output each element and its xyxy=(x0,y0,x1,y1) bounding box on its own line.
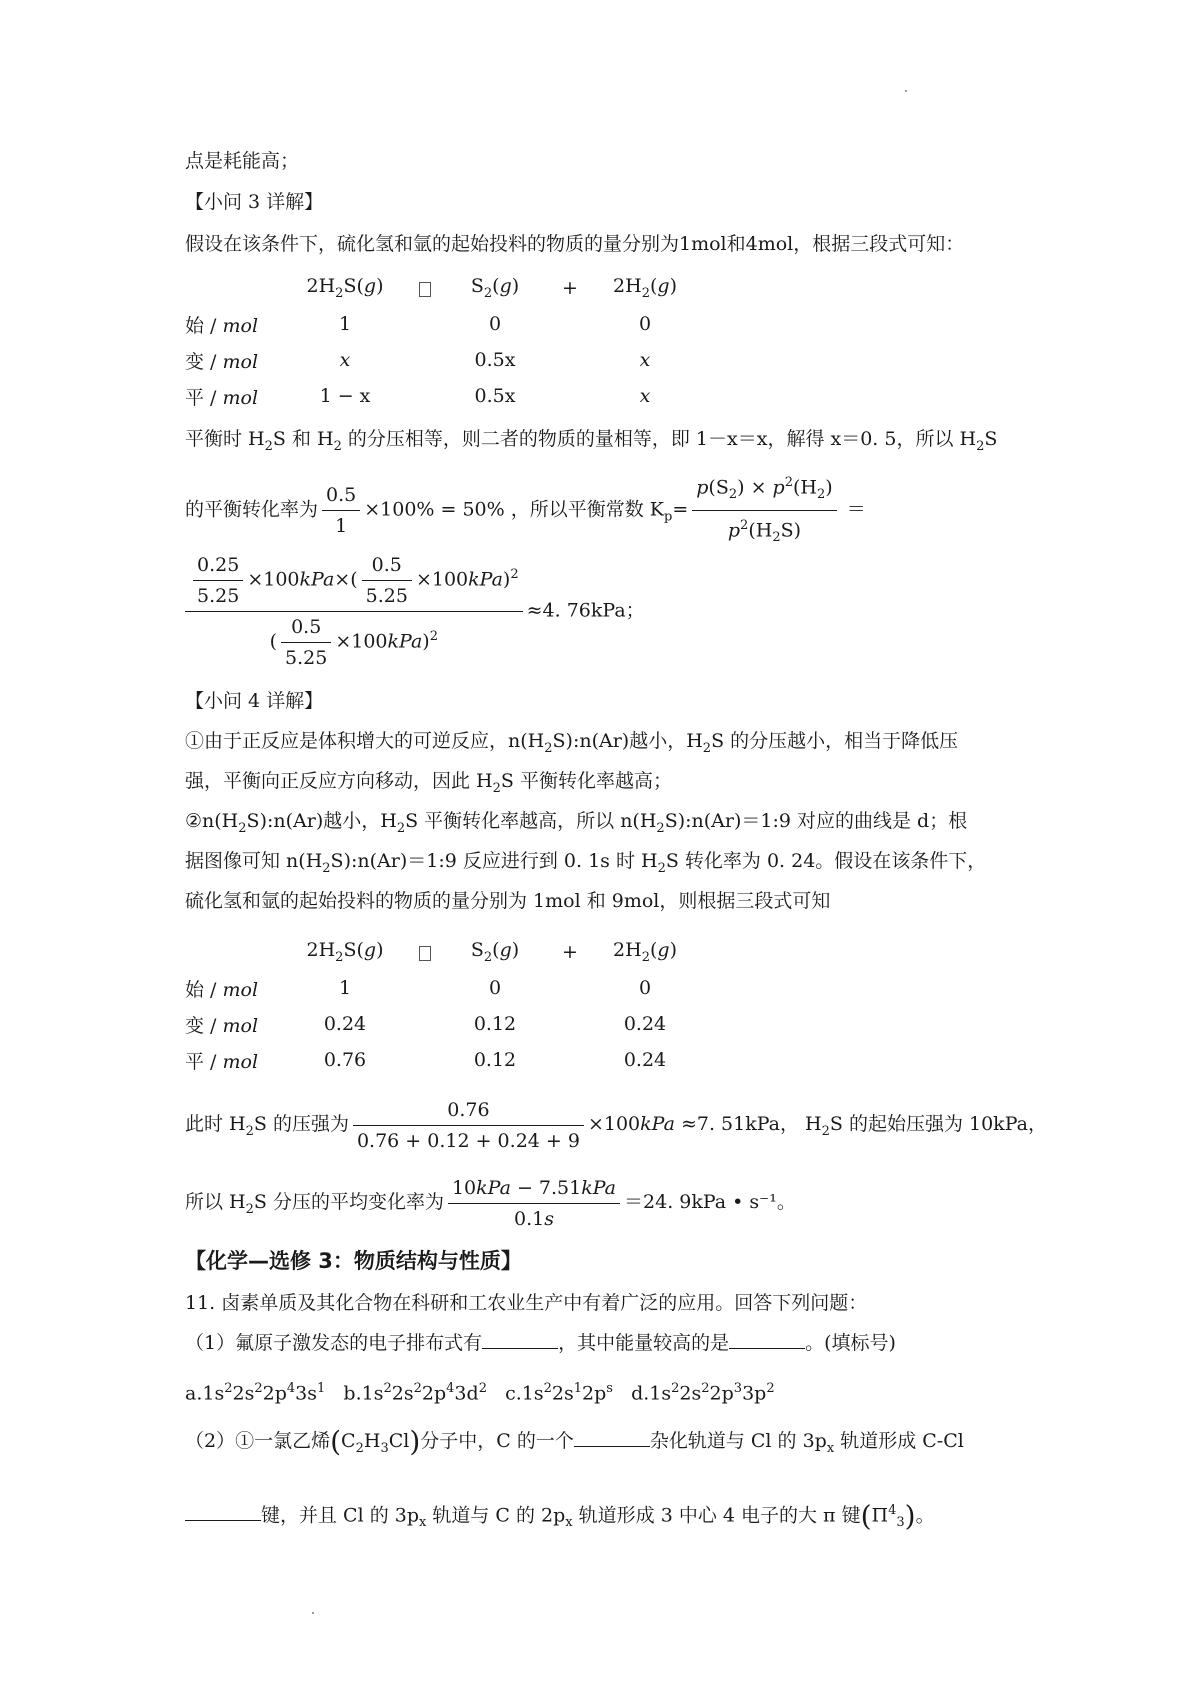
section-heading-q3: 【小问 3 详解】 xyxy=(185,191,324,213)
table-row: 变 / mol x 0.5x x xyxy=(185,349,651,373)
text-line: 强，平衡向正反应方向移动，因此 $H_2S$ 平衡转化率越高； xyxy=(185,770,672,796)
table-row: 始 / mol 1 0 0 xyxy=(185,313,652,337)
formula-line: 所以 $H_2S$ 分压的平均变化率为 $\frac{\text{10kPa − 7.51kPa}}{0.1s}$ ＝24. 9kPa • s⁻¹。 xyxy=(185,1176,796,1230)
formula-line: 的平衡转化率为 $\frac{0.5}{1}$ ×100% = 50% ，所以平衡常数 $K_p=$ $\frac{p(S_2) \times p^2(H_2)}{p^2(H_2S)}$ ＝ xyxy=(185,470,866,551)
question-11: 11. 卤素单质及其化合物在科研和工农业生产中有着广泛的应用。回答下列问题： xyxy=(185,1292,868,1314)
section-title: 【化学—选修 3：物质结构与性质】 xyxy=(185,1249,522,1273)
kp-formula: $\frac{0.25}{5.25}$ ×100kPa×( $\frac{0.5}{5.25}$ ×100kPa)$^2$ ( $\frac{0.5}{5.25}$ ×100kPa)$^2$ ≈4. 76kPa； xyxy=(185,552,645,671)
kp-result: ≈4. 76kPa； xyxy=(526,599,645,622)
scan-dot xyxy=(312,1612,314,1614)
text-line: 平衡时 $H_2S$ 和 $H_2$ 的分压相等，则二者的物质的量相等，即 1－x＝x，解得 x＝0. 5，所以 $H_2S$ xyxy=(185,428,998,454)
equilibrium-arrow-icon xyxy=(419,282,431,297)
table-row: 变 / mol 0.24 0.12 0.24 xyxy=(185,1013,667,1037)
text-line: 点是耗能高； xyxy=(185,150,300,172)
ice-table-2 xyxy=(185,934,695,1078)
text-line: $②n(H_2S):n(Ar)$越小，$H_2S$ 平衡转化率越高，所以 $n(H_2S):n(Ar)=1:9$ 对应的曲线是 d；根 xyxy=(185,810,968,836)
ice-table-1 xyxy=(185,270,695,414)
table-row: $2H_2S(g)$ $S_2(g)$ + $2H_2(g)$ xyxy=(306,275,677,301)
section-heading-q4: 【小问 4 详解】 xyxy=(185,690,324,712)
table-row: 平 / mol 0.76 0.12 0.24 xyxy=(185,1049,667,1073)
text-line: 据图像可知 $n(H_2S):n(Ar)=1:9$ 反应进行到 0. 1s 时 $H_2S$ 转化率为 0. 24。假设在该条件下， xyxy=(185,850,987,876)
table-row: 平 / mol 1 − x 0.5x x xyxy=(185,385,651,409)
text-line: 硫化氢和氩的起始投料的物质的量分别为 1mol 和 9mol，则根据三段式可知 xyxy=(185,890,831,912)
table-row: 始 / mol 1 0 0 xyxy=(185,977,652,1001)
question-11-2: （2）①一氯乙烯$(C_2H_3Cl)$分子中，C 的一个 杂化轨道与 Cl 的 $3p_x$ 轨道形成 C-Cl xyxy=(185,1425,964,1458)
question-11-1: （1）氟原子激发态的电子排布式有 ，其中能量较高的是 。(填标号) xyxy=(185,1332,896,1354)
equilibrium-arrow-icon xyxy=(419,946,431,961)
rate-result: ＝24. 9kPa • s⁻¹。 xyxy=(624,1191,796,1213)
options-line: $a.1s^22s^22p^43s^1$ $b.1s^22s^22p^43d^2$ $c.1s^22s^12p^s$ $d.1s^22s^22p^33p^2$ xyxy=(185,1381,775,1405)
formula-line: 此时 $H_2S$ 的压强为 $\frac{0.76}{0.76 + 0.12 + 0.24 + 9}$ ×100kPa ≈7. 51kPa， $H_2S$ 的起始压强为 10kPa， xyxy=(185,1098,1047,1152)
text-line: 假设在该条件下，硫化氢和氩的起始投料的物质的量分别为1mol和4mol，根据三段式可知： xyxy=(185,233,965,255)
question-11-2-cont: 键，并且 Cl 的 $3p_x$ 轨道与 C 的 $2p_x$ 轨道形成 3 中心 4 电子的大 π 键$(\Pi^4_3)$。 xyxy=(185,1496,935,1538)
scan-dot xyxy=(905,90,907,92)
table-row: $2H_2S(g)$ $S_2(g)$ + $2H_2(g)$ xyxy=(306,939,677,965)
text-line: ①由于正反应是体积增大的可逆反应，$n(H_2S):n(Ar)$越小，$H_2S$ 的分压越小，相当于降低压 xyxy=(185,730,959,756)
